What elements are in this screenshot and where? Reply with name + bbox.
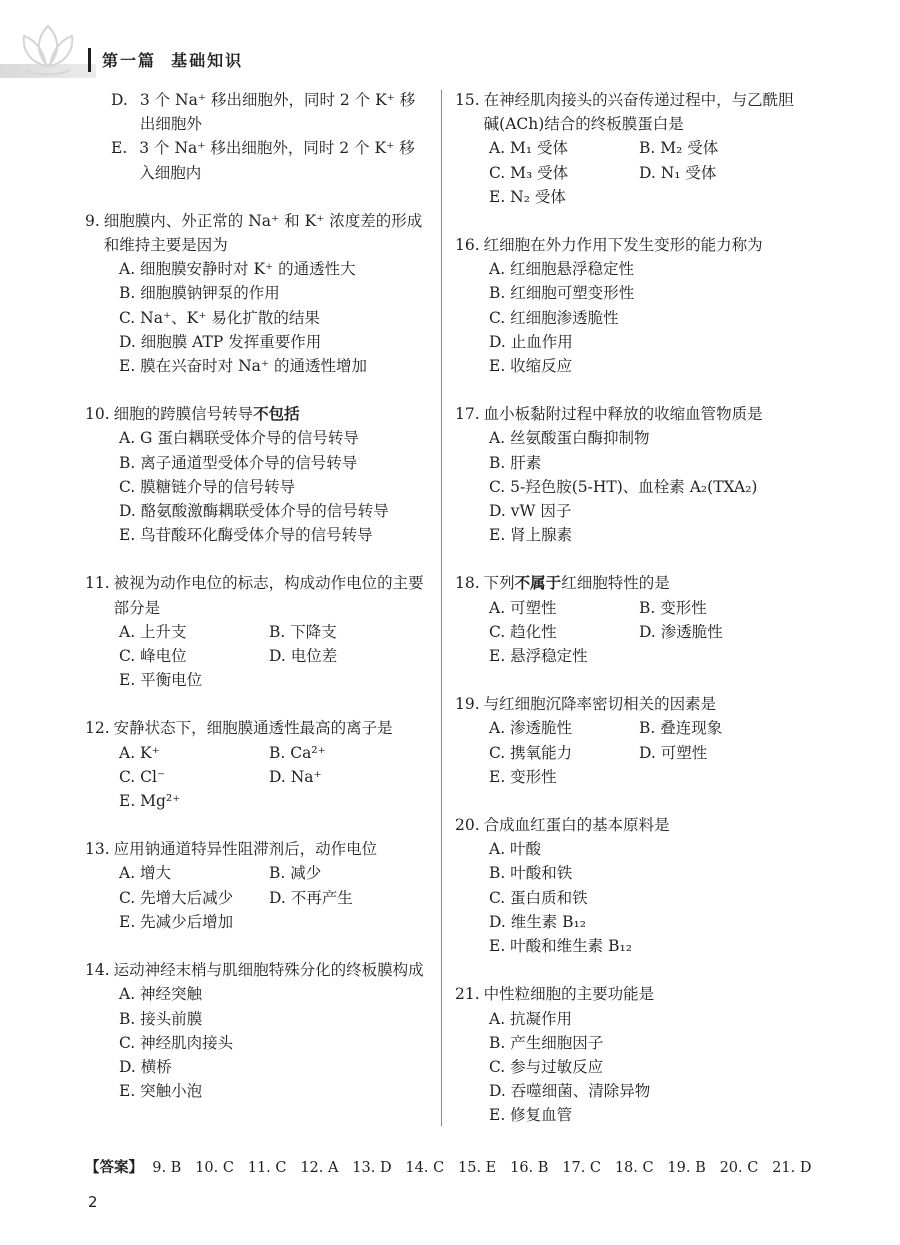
question-17 — [455, 402, 800, 547]
options-grid — [455, 596, 800, 669]
option-e — [85, 136, 430, 184]
option-d: D. 酪氨酸激酶耦联受体介导的信号转导 — [119, 502, 389, 521]
stem-text: 下列 — [483, 574, 515, 593]
option-c: C. 5-羟色胺(5-HT)、血栓素 A₂(TXA₂) — [489, 477, 758, 496]
option-b: B. 接头前膜 — [119, 1009, 203, 1028]
column-divider — [441, 90, 442, 1126]
option-e: E. 先减少后增加 — [119, 912, 234, 931]
question-stem: 安静状态下，细胞膜通透性最高的离子是 — [113, 719, 393, 738]
option-b: B. 肝素 — [489, 453, 542, 472]
answer-key-label: 【答案】 — [85, 1160, 143, 1176]
question-stem: 红细胞在外力作用下发生变形的能力称为 — [483, 236, 763, 255]
stem-text: 红细胞特性的是 — [561, 574, 670, 593]
option-b: B. 离子通道型受体介导的信号转导 — [119, 453, 358, 472]
option-d: D. N₁ 受体 — [639, 163, 717, 182]
option-b: B. 产生细胞因子 — [489, 1033, 604, 1052]
section-title: 第一篇 基础知识 — [102, 51, 244, 70]
option-a: A. 上升支 — [119, 622, 187, 641]
question-number: 14. — [85, 961, 110, 980]
option-e: E. 修复血管 — [489, 1106, 573, 1125]
stem-text: 细胞的跨膜信号转导 — [113, 405, 254, 424]
question-stem: 合成血红蛋白的基本原料是 — [483, 816, 670, 835]
option-c: C. 参与过敏反应 — [489, 1057, 604, 1076]
question-stem: 在神经肌肉接头的兴奋传递过程中，与乙酰胆碱(ACh)结合的终板膜蛋白是 — [483, 91, 794, 134]
question-stem: 运动神经末梢与肌细胞特殊分化的终板膜构成 — [113, 961, 424, 980]
option-e: E. 平衡电位 — [119, 671, 203, 690]
option-b: B. 细胞膜钠钾泵的作用 — [119, 284, 280, 303]
option-b: B. 变形性 — [639, 598, 707, 617]
option-b: B. 红细胞可塑变形性 — [489, 284, 635, 303]
answer-key-text: 9. B 10. C 11. C 12. A 13. D 14. C 15. E 16. B 17. C 18. C 19. B 20. C 21. D — [143, 1160, 812, 1176]
option-b: B. Ca²⁺ — [269, 743, 326, 762]
option-c: C. 红细胞渗透脆性 — [489, 308, 619, 327]
option-e: E. 变形性 — [489, 767, 557, 786]
option-c: C. 神经肌肉接头 — [119, 1033, 234, 1052]
option-b: B. M₂ 受体 — [639, 139, 719, 158]
question-number: 10. — [85, 405, 110, 424]
question-stem — [114, 402, 430, 426]
option-e: E. 鸟苷酸环化酶受体介导的信号转导 — [119, 526, 373, 545]
question-11 — [85, 571, 430, 692]
option-e: E. Mg²⁺ — [119, 792, 181, 811]
option-c: C. 携氧能力 — [489, 743, 573, 762]
option-a: A. G 蛋白耦联受体介导的信号转导 — [119, 429, 359, 448]
option-b: B. 叠连现象 — [639, 719, 723, 738]
option-d: D. 细胞膜 ATP 发挥重要作用 — [119, 332, 322, 351]
question-stem — [484, 571, 800, 595]
question-stem: 与红细胞沉降率密切相关的因素是 — [483, 695, 717, 714]
option-e: E. 突触小泡 — [119, 1082, 203, 1101]
question-number: 19. — [455, 695, 480, 714]
option-a: A. 丝氨酸蛋白酶抑制物 — [489, 429, 650, 448]
option-d: D. 不再产生 — [269, 888, 353, 907]
question-13 — [85, 837, 430, 934]
option-d: D. 维生素 B₁₂ — [489, 912, 586, 931]
question-stem: 被视为动作电位的标志，构成动作电位的主要部分是 — [113, 574, 424, 617]
option-label: E. — [111, 139, 128, 158]
option-e: E. 收缩反应 — [489, 357, 573, 376]
option-a: A. 细胞膜安静时对 K⁺ 的通透性大 — [119, 260, 356, 279]
left-column — [85, 88, 430, 1127]
question-stem: 应用钠通道特异性阻滞剂后，动作电位 — [113, 840, 378, 859]
question-number: 13. — [85, 840, 110, 859]
question-12 — [85, 716, 430, 813]
options-grid — [455, 136, 800, 209]
stem-emphasis: 不属于 — [514, 574, 562, 593]
question-stem: 血小板黏附过程中释放的收缩血管物质是 — [483, 405, 763, 424]
question-number: 21. — [455, 985, 480, 1004]
option-c: C. 峰电位 — [119, 647, 187, 666]
option-b: B. 叶酸和铁 — [489, 864, 573, 883]
question-stem: 细胞膜内、外正常的 Na⁺ 和 K⁺ 浓度差的形成和维持主要是因为 — [103, 211, 423, 255]
question-14 — [85, 958, 430, 1103]
question-18 — [455, 571, 800, 668]
options-grid — [455, 716, 800, 789]
question-number: 18. — [455, 574, 480, 593]
question-number: 12. — [85, 719, 110, 738]
option-e: E. 膜在兴奋时对 Na⁺ 的通透性增加 — [119, 357, 368, 376]
page-number: 2 — [88, 1193, 98, 1211]
option-b: B. 下降支 — [269, 622, 337, 641]
option-a: A. 红细胞悬浮稳定性 — [489, 260, 635, 279]
header-bar — [88, 48, 91, 72]
option-d — [85, 88, 430, 136]
question-number: 20. — [455, 816, 480, 835]
option-label: D. — [111, 91, 128, 109]
answer-key — [85, 1156, 825, 1177]
question-10 — [85, 402, 430, 547]
option-c: C. 膜糖链介导的信号转导 — [119, 477, 296, 496]
stem-emphasis: 不包括 — [253, 405, 300, 424]
option-text: 3 个 Na⁺ 移出细胞外，同时 2 个 K⁺ 移入细胞内 — [139, 139, 415, 182]
question-number: 9. — [85, 211, 100, 230]
question-9 — [85, 209, 430, 378]
option-a: A. 增大 — [119, 864, 172, 883]
option-c: C. Cl⁻ — [119, 767, 166, 786]
question-15 — [455, 88, 800, 209]
option-c: C. 趋化性 — [489, 622, 557, 641]
option-d: D. Na⁺ — [269, 767, 322, 786]
option-d: D. 可塑性 — [639, 743, 708, 762]
option-e: E. 肾上腺素 — [489, 526, 573, 545]
question-number: 16. — [455, 236, 480, 255]
option-a: A. 抗凝作用 — [489, 1009, 573, 1028]
option-d: D. 渗透脆性 — [639, 622, 723, 641]
option-d: D. 电位差 — [269, 647, 338, 666]
option-d: D. 横桥 — [119, 1057, 172, 1076]
question-stem: 中性粒细胞的主要功能是 — [483, 985, 655, 1004]
question-number: 17. — [455, 405, 480, 424]
option-c: C. Na⁺、K⁺ 易化扩散的结果 — [119, 308, 320, 327]
option-e: E. N₂ 受体 — [489, 187, 566, 206]
option-e: E. 悬浮稳定性 — [489, 647, 588, 666]
question-number: 15. — [455, 91, 480, 109]
option-c: C. 先增大后减少 — [119, 888, 234, 907]
options-grid — [85, 741, 430, 814]
option-d: D. 止血作用 — [489, 332, 573, 351]
options-grid — [85, 861, 430, 934]
option-c: C. 蛋白质和铁 — [489, 888, 588, 907]
option-d: D. 吞噬细菌、清除异物 — [489, 1082, 651, 1101]
question-19 — [455, 692, 800, 789]
option-a: A. 渗透脆性 — [489, 719, 573, 738]
right-column — [455, 88, 800, 1152]
question-16 — [455, 233, 800, 378]
option-a: A. K⁺ — [119, 743, 160, 762]
option-c: C. M₃ 受体 — [489, 163, 569, 182]
option-e: E. 叶酸和维生素 B₁₂ — [489, 937, 632, 956]
lotus-logo-icon — [0, 16, 96, 80]
option-text: 3 个 Na⁺ 移出细胞外，同时 2 个 K⁺ 移出细胞外 — [139, 91, 416, 134]
option-a: A. 神经突触 — [119, 985, 203, 1004]
option-a: A. M₁ 受体 — [489, 139, 569, 158]
option-a: A. 可塑性 — [489, 598, 557, 617]
option-a: A. 叶酸 — [489, 840, 542, 859]
question-21 — [455, 982, 800, 1127]
options-grid — [85, 620, 430, 693]
option-b: B. 减少 — [269, 864, 322, 883]
question-number: 11. — [85, 574, 110, 593]
option-d: D. vW 因子 — [489, 502, 572, 521]
question-8-continued — [85, 88, 430, 185]
question-20 — [455, 813, 800, 958]
